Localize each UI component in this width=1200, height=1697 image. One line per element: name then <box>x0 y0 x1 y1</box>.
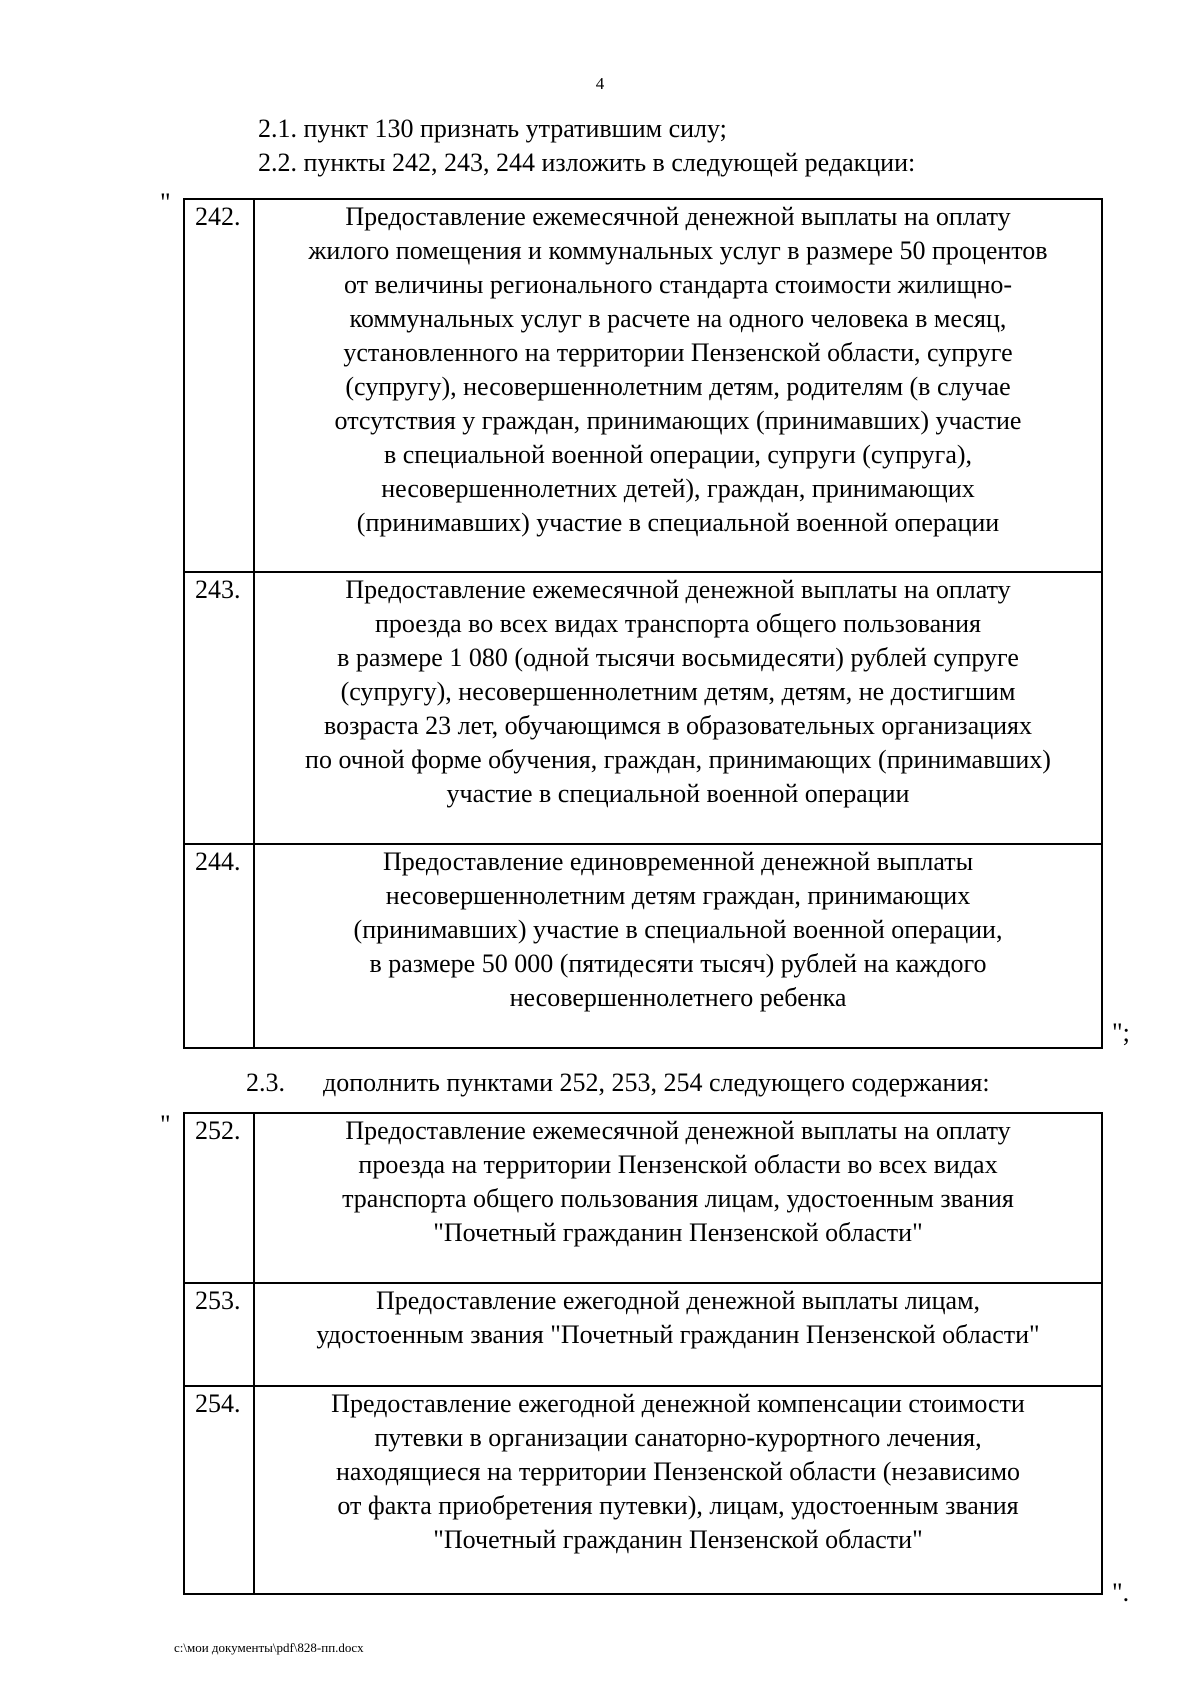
section-text: дополнить пунктами 252, 253, 254 следующего содержания: <box>323 1068 990 1097</box>
text-line: Предоставление ежемесячной денежной выплаты на оплату <box>345 575 1011 604</box>
text-line: Предоставление ежегодной денежной компенсации стоимости <box>331 1389 1025 1418</box>
row-number: 243. <box>184 572 254 844</box>
text-line: от факта приобретения путевки), лицам, удостоенным звания <box>337 1491 1019 1520</box>
table-row <box>184 572 1102 844</box>
text-line: Предоставление ежемесячной денежной выплаты на оплату <box>345 202 1011 231</box>
row-number: 242. <box>184 199 254 572</box>
row-text <box>254 1283 1102 1386</box>
text-line: находящиеся на территории Пензенской области (независимо <box>335 1457 1021 1486</box>
section-2-3 <box>246 1066 990 1100</box>
table1-close-quote: "; <box>1112 1018 1130 1047</box>
text-line: установленного на территории Пензенской области, супруге <box>343 338 1013 367</box>
text-line: участие в специальной военной операции <box>446 779 910 808</box>
text-line: транспорта общего пользования лицам, удостоенным звания <box>342 1184 1014 1213</box>
table-row <box>184 199 1102 572</box>
text-line: (супругу), несовершеннолетним детям, родителям (в случае <box>345 372 1011 401</box>
row-number: 244. <box>184 844 254 1048</box>
text-line: Предоставление ежемесячной денежной выплаты на оплату <box>345 1116 1011 1145</box>
table-row <box>184 1113 1102 1283</box>
row-number: 254. <box>184 1386 254 1594</box>
table-row <box>184 1386 1102 1594</box>
table-items-242-244 <box>183 198 1103 1049</box>
row-text <box>254 199 1102 572</box>
text-line: (принимавших) участие в специальной военной операции <box>356 508 1000 537</box>
row-text <box>254 1386 1102 1594</box>
table-row <box>184 844 1102 1048</box>
section-number: 2.3. <box>246 1068 285 1097</box>
text-line: несовершеннолетним детям граждан, принимающих <box>385 881 971 910</box>
text-line: проезда на территории Пензенской области во всех видах <box>358 1150 998 1179</box>
text-line: путевки в организации санаторно-курортного лечения, <box>374 1423 982 1452</box>
row-number: 252. <box>184 1113 254 1283</box>
text-line: несовершеннолетнего ребенка <box>509 983 847 1012</box>
text-line: Предоставление единовременной денежной выплаты <box>382 847 974 876</box>
footer-file-path: c:\мои документы\pdf\828-пп.docx <box>174 1640 364 1655</box>
table2-close-quote: ". <box>1112 1578 1130 1607</box>
intro-line-2: 2.2. пункты 242, 243, 244 изложить в следующей редакции: <box>258 148 916 177</box>
text-line: от величины регионального стандарта стоимости жилищно- <box>343 270 1013 299</box>
text-line: (супругу), несовершеннолетним детям, детям, не достигшим <box>340 677 1016 706</box>
text-line: "Почетный гражданин Пензенской области" <box>433 1525 923 1554</box>
text-line: несовершеннолетних детей), граждан, принимающих <box>381 474 975 503</box>
page-number: 4 <box>595 74 605 93</box>
text-line: коммунальных услуг в расчете на одного человека в месяц, <box>349 304 1007 333</box>
text-line: жилого помещения и коммунальных услуг в размере 50 процентов <box>308 236 1048 265</box>
row-number: 253. <box>184 1283 254 1386</box>
table2-open-quote: " <box>160 1110 171 1139</box>
text-line: Предоставление ежегодной денежной выплаты лицам, <box>375 1286 981 1315</box>
row-text <box>254 844 1102 1048</box>
intro-line-1: 2.1. пункт 130 признать утратившим силу; <box>258 114 727 143</box>
text-line: в размере 50 000 (пятидесяти тысяч) рублей на каждого <box>369 949 987 978</box>
text-line: отсутствия у граждан, принимающих (принимавших) участие <box>334 406 1022 435</box>
text-line: удостоенным звания "Почетный гражданин Пензенской области" <box>316 1320 1040 1349</box>
table1-open-quote: " <box>160 188 171 217</box>
table-row <box>184 1283 1102 1386</box>
text-line: проезда во всех видах транспорта общего пользования <box>375 609 981 638</box>
text-line: в специальной военной операции, супруги (супруга), <box>383 440 973 469</box>
row-text <box>254 572 1102 844</box>
row-text <box>254 1113 1102 1283</box>
text-line: (принимавших) участие в специальной военной операции, <box>353 915 1003 944</box>
table-items-252-254 <box>183 1112 1103 1595</box>
text-line: в размере 1 080 (одной тысячи восьмидесяти) рублей супруге <box>337 643 1019 672</box>
text-line: "Почетный гражданин Пензенской области" <box>433 1218 923 1247</box>
text-line: по очной форме обучения, граждан, принимающих (принимавших) <box>305 745 1051 774</box>
text-line: возраста 23 лет, обучающимся в образовательных организациях <box>324 711 1032 740</box>
